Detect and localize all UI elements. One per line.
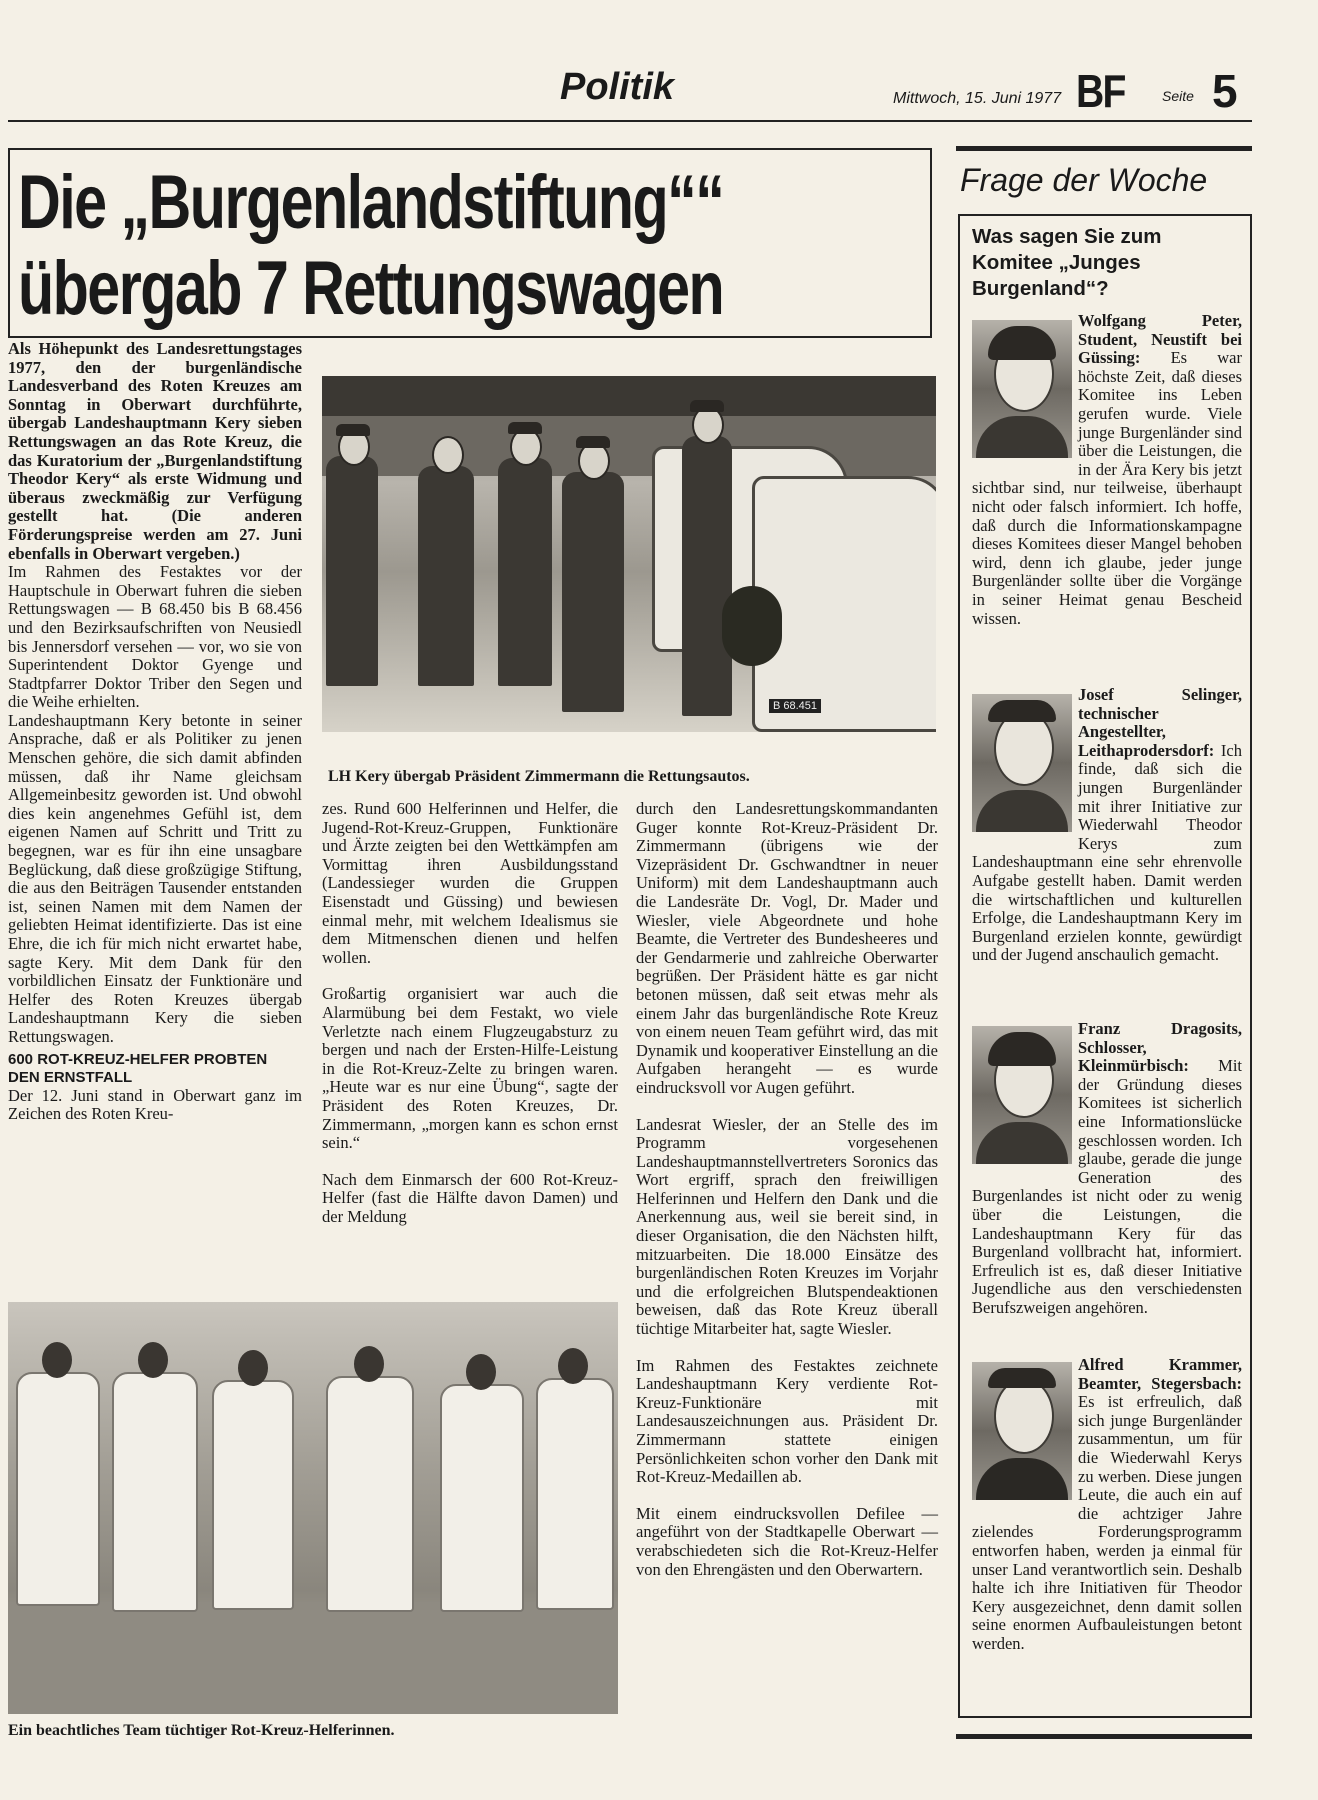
article-column-2 <box>322 800 618 1226</box>
article-paragraph: Im Rahmen des Festaktes zeichnete Landeshauptmann Kery verdiente Rot-Kreuz-Funktionäre mit Landesauszeichnungen aus. Präsident Dr. Zimmermann stattete einigen Persönlichkeiten schon vorher den Dank mit Rot-Kreuz-Medaillen ab. <box>636 1355 938 1487</box>
photo-caption: LH Kery übergab Präsident Zimmermann die Rettungsautos. <box>328 768 750 785</box>
article-paragraph: durch den Landesrettungskommandanten Guger konnte Rot-Kreuz-Präsident Dr. Zimmermann (übrigens wie der Vizepräsident Dr. Gschwandtner in neuer Uniform) mit dem Landeshauptmann auch die Landesräte Dr. Vogl, Dr. Mader und Wiesler, viele Abgeordnete und hohe Beamte, die Vertreter des Bundesheeres und der Gendarmerie und zahlreiche Oberwarter begrüßen. Der Präsident hätte es gar nicht betonen müssen, daß seit etwas mehr als einem Jahr das burgenländische Rote Kreuz von einem neuen Team geführt wird, das mit Dynamik und kooperativer Einstellung an die Aufgaben herangeht — es wurde eindrucksvoll vor Augen geführt. <box>636 799 938 1097</box>
article-paragraph: Der 12. Juni stand in Oberwart ganz im Zeichen des Roten Kreu- <box>8 1085 302 1124</box>
header-rule <box>8 120 1252 122</box>
photo-caption: Ein beachtliches Team tüchtiger Rot-Kreuz-Helferinnen. <box>8 1722 395 1739</box>
page-label: Seite <box>1162 88 1194 104</box>
article-paragraph: Im Rahmen des Festaktes vor der Hauptschule in Oberwart fuhren die sieben Rettungswagen — B 68.450 bis B 68.456 und den Bezirksaufschriften von Neusiedl bis Jennersdorf versehen — vor, wo sie von Superintendent Doktor Gyenge und Stadtpfarrer Doktor Triber den Segen und die Weihe erhielten. <box>8 562 302 712</box>
article-column-3 <box>636 800 938 1579</box>
answer-name: Wolfgang Peter, Student, Neustift bei Güssing: <box>1078 311 1242 368</box>
headline-line-1: Die „Burgenlandstiftung““ <box>18 160 724 245</box>
answer-text: Ich finde, daß sich die jungen Burgenländer mit ihrer Initiative zur Wiederwahl Theodor Kerys zum Landeshauptmann eine sehr ehrenvolle Aufgabe gestellt haben. Damit werden die wirtschaftlichen und kulturellen Erfolge, die Landeshauptmann Kery im Burgenland erzielen konnte, gewürdigt und der Jugend anschaulich gemacht. <box>972 740 1242 965</box>
sidebar-rule <box>956 146 1252 151</box>
answer-3 <box>972 1020 1242 1318</box>
answer-text: Es war höchste Zeit, daß dieses Komitee ins Leben gerufen wurde. Viele junge Burgenländer sind über die Leistungen, die in der Ära Kery bis jetzt sichtbar sind, nur teilweise, überhaupt nicht oder falsch informiert. Ich hoffe, daß durch die Informationskampagne dieses Komitees dieser Mangel behoben wird, denn ich glaube, jeder junge Burgenländer sollte über die Vorgänge in seiner Heimat genau Bescheid wissen. <box>972 348 1242 628</box>
issue-date: Mittwoch, 15. Juni 1977 <box>893 90 1062 107</box>
article-paragraph: Landeshauptmann Kery betonte in seiner Ansprache, daß er als Politiker zu jenen Menschen gehöre, die sich damit abfinden müssen, daß ihr Name gleichsam Allgemeinbesitz geworden ist. Und obwohl dies kein angenehmes Gefühl ist, dem eigenen Namen auf Schritt und Tritt zu begegnen, war es für ihn eine unsagbare Beglückung, daß diese großzügige Stiftung, die aus den Beiträgen Tausender entstanden ist, seinen Namen mit dem Namen der geliebten Heimat identifizierte. Das ist eine Ehre, die ich für mich nicht erwartet habe, sagte Kery. Mit dem Dank für den vorbildlichen Einsatz der Funktionäre und Helfer des Roten Kreuzes übergab Landeshauptmann Kery die sieben Rettungswagen. <box>8 710 302 1046</box>
sidebar-rule <box>956 1734 1252 1739</box>
article-column-1 <box>8 340 302 1124</box>
article-subhead: 600 ROT-KREUZ-HELFER PROBTEN DEN ERNSTFALL <box>8 1050 268 1086</box>
answer-1 <box>972 312 1242 628</box>
answer-name: Franz Dragosits, Schlosser, Kleinmürbisch: <box>1078 1019 1242 1076</box>
section-title: Politik <box>560 66 675 108</box>
wreath <box>722 586 782 666</box>
article-paragraph: Nach dem Einmarsch der 600 Rot-Kreuz-Helfer (fast die Hälfte davon Damen) und der Meldung <box>322 1169 618 1226</box>
article-paragraph: Landesrat Wiesler, der an Stelle des im Programm vorgesehenen Landeshauptmannstellvertreters Soronics das Wort ergriff, sprach den freiwilligen Helferinnen und Helfern den Dank und die Anerkennung aus, weil sie bereit sind, in dieser Organisation, die den Nächsten hilft, mitzuarbeiten. Die 18.000 Einsätze des burgenländischen Roten Kreuzes im Vorjahr und die erfolgreichen Blutspendeaktionen beweisen, daß das Rote Kreuz überall tüchtige Mitarbeiter hat, sagte Wiesler. <box>636 1114 938 1339</box>
photo-nurses <box>8 1302 618 1714</box>
newspaper-logo: BF <box>1076 65 1125 117</box>
answer-2 <box>972 686 1242 965</box>
answer-text: Es ist erfreulich, daß sich junge Burgenländer zusammentun, um für die Wiederwahl Kerys zu werben. Diese jungen Leute, die auch ein auf die achtziger Jahre zielendes Forderungsprogramm entworfen haben, werden ja einmal für unser Land verantwortlich sein. Deshalb halte ich ihre Initiativen für Theodor Kery ausgezeichnet, denn damit sollen seine enormen Aufbauleistungen betont werden. <box>972 1392 1242 1653</box>
photo-handover <box>322 376 936 732</box>
license-plate: B 68.451 <box>769 699 821 713</box>
sidebar-question: Was sagen Sie zum Komitee „Junges Burgenland“? <box>972 225 1162 300</box>
answer-name: Josef Selinger, technischer Angestellter, Leithaprodersdorf: <box>1078 685 1242 760</box>
answer-4 <box>972 1356 1242 1654</box>
article-paragraph: Mit einem eindrucksvollen Defilee — angeführt von der Stadtkapelle Oberwart — verabschiedeten sich die Rot-Kreuz-Helfer von den Ehrengästen und den Oberwartern. <box>636 1503 938 1579</box>
article-lead: Als Höhepunkt des Landesrettungstages 1977, den der burgenländische Landesverband des Roten Kreuzes am Sonntag in Oberwart durchführte, übergab Landeshauptmann Kery sieben Rettungswagen an das Rote Kreuz, die das Kuratorium der „Burgenlandstiftung Theodor Kery“ als erste Widmung und überaus zweckmäßig zur Verfügung gestellt hat. (Die anderen Förderungspreise werden am 27. Juni ebenfalls in Oberwart vergeben.) <box>8 339 302 563</box>
headline-line-2: übergab 7 Rettungswagen <box>18 246 724 331</box>
page-number: 5 <box>1212 65 1238 117</box>
sidebar-title: Frage der Woche <box>960 162 1208 198</box>
answer-name: Alfred Krammer, Beamter, Stegersbach: <box>1078 1355 1242 1393</box>
answer-text: Mit der Gründung dieses Komitees ist sicherlich eine Informationslücke geschlossen worden. Ich glaube, gerade die junge Generation des Burgenlandes ist nicht oder zu wenig über die Leistungen, die Landeshauptmann Kery für das Burgenland vollbracht hat, informiert. Erfreulich ist es, daß dieser Initiative Jugendliche aus den verschiedensten Berufszweigen angehören. <box>972 1056 1242 1317</box>
article-paragraph: zes. Rund 600 Helferinnen und Helfer, die Jugend-Rot-Kreuz-Gruppen, Funktionäre und Ärzte zeigten bei den Wettkämpfen am Vormittag ihren Ausbildungsstand (Landessieger wurden die Gruppen Eisenstadt und Güssing) und bewiesen einmal mehr, mit welchem Idealismus sie dem Mitmenschen dienen und helfen wollen. <box>322 799 618 967</box>
article-paragraph: Großartig organisiert war auch die Alarmübung bei dem Festakt, wo viele Verletzte nach einem Flugzeugabsturz zu bergen und nach der Ersten-Hilfe-Leistung in die Rot-Kreuz-Zelte zu bringen waren. „Heute war es nur eine Übung“, sagte der Präsident des Roten Kreuzes, Dr. Zimmermann, „morgen kann es schon ernst sein.“ <box>322 984 618 1153</box>
